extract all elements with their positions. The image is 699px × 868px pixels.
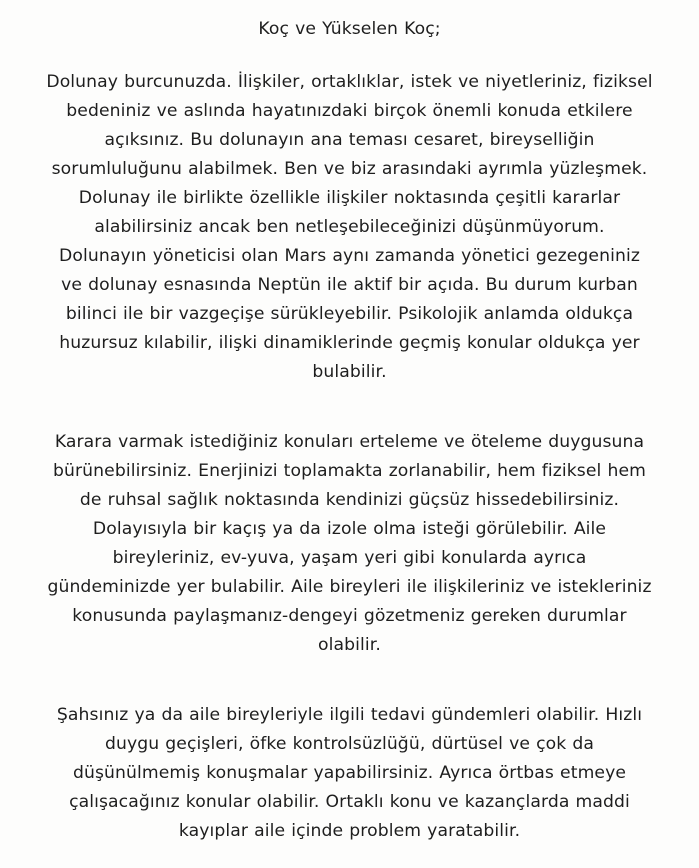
paragraph-3: [16, 701, 683, 846]
text-line: huzursuz kılabilir, ilişki dinamiklerinde geçmiş konular oldukça yer: [59, 333, 640, 353]
text-line: bireyleriniz, ev-yuva, yaşam yeri gibi konularda ayrıca: [112, 548, 587, 568]
text-line: sorumluluğunu alabilmek. Ben ve biz arasındaki ayrımla yüzleşmek.: [51, 159, 648, 179]
text-line: bulabilir.: [312, 362, 387, 382]
text-line: bürünebilirsiniz. Enerjinizi toplamakta zorlanabilir, hem fiziksel hem: [53, 461, 646, 481]
text-line: bedeniniz ve aslında hayatınızdaki birçok önemli konuda etkilere: [66, 101, 633, 121]
text-line: Karara varmak istediğiniz konuları erteleme ve öteleme duygusuna: [54, 432, 645, 452]
text-line: düşünülmemiş konuşmalar yapabilirsiniz. Ayrıca örtbas etmeye: [72, 763, 627, 783]
text-line: alabilirsiniz ancak ben netleşebileceğinizi düşünmüyorum.: [94, 217, 605, 237]
text-line: bilinci ile bir vazgeçişe sürükleyebilir. Psikolojik anlamda oldukça: [65, 304, 634, 324]
text-line: de ruhsal sağlık noktasında kendinizi güçsüz hissedebilirsiniz.: [79, 490, 620, 510]
paragraph-1: [16, 68, 683, 387]
text-line: konusunda paylaşmanız-dengeyi gözetmeniz gereken durumlar: [72, 606, 627, 626]
text-line: Dolunay ile birlikte özellikle ilişkiler noktasında çeşitli kararlar: [78, 188, 621, 208]
paragraph-2: [16, 428, 683, 660]
text-line: açıksınız. Bu dolunayın ana teması cesaret, bireyselliğin: [104, 130, 595, 150]
text-line: Şahsınız ya da aile bireyleriyle ilgili tedavi gündemleri olabilir. Hızlı: [56, 705, 643, 725]
text-line: Dolunayın yöneticisi olan Mars aynı zamanda yönetici gezegeniniz: [59, 246, 640, 266]
text-line: kayıplar aile içinde problem yaratabilir.: [178, 821, 521, 841]
text-line: olabilir.: [318, 635, 381, 655]
text-line: Dolunay burcunuzda. İlişkiler, ortaklıklar, istek ve niyetleriniz, fiziksel: [46, 72, 653, 92]
text-line: Dolayısıyla bir kaçış ya da izole olma isteği görülebilir. Aile: [92, 519, 607, 539]
text-line: ve dolunay esnasında Neptün ile aktif bir açıda. Bu durum kurban: [61, 275, 638, 295]
text-line: çalışacağınız konular olabilir. Ortaklı konu ve kazançlarda maddi: [69, 792, 630, 812]
page-title: Koç ve Yükselen Koç;: [258, 19, 441, 39]
text-line: gündeminizde yer bulabilir. Aile bireyleri ile ilişkileriniz ve istekleriniz: [47, 577, 652, 597]
text-line: duygu geçişleri, öfke kontrolsüzlüğü, dürtüsel ve çok da: [104, 734, 595, 754]
